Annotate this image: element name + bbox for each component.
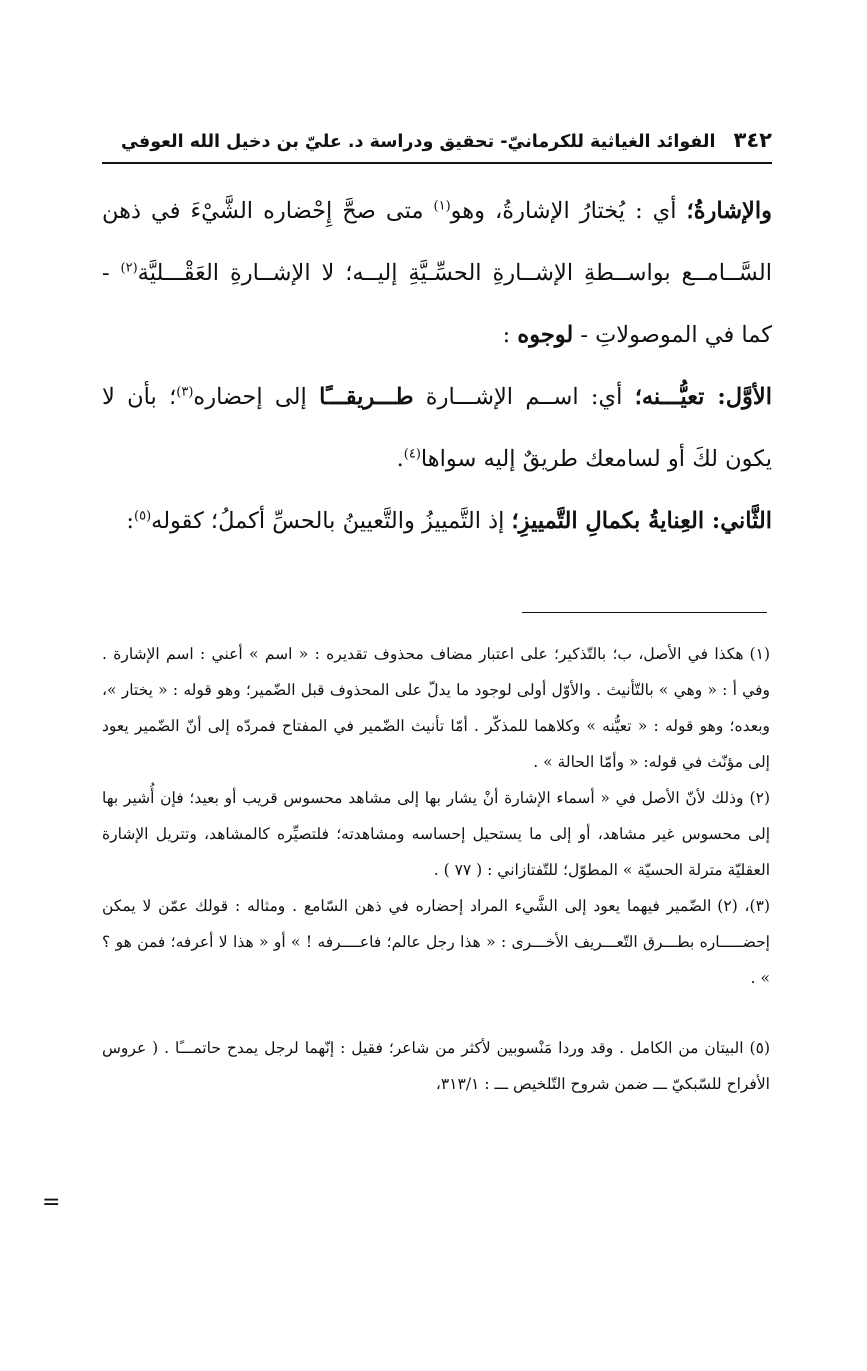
footnote-text: هكذا في الأصل، ب؛ بالتّذكير؛ على اعتبار مضاف محذوف تقديره : « اسم » أعني : اسم الإشارة . وفي أ : « وهي » بالتّأنيث . والأوّل أولى لوجود ما يدلّ على المحذوف قبل الضّمير؛ وهو قوله : « يختار »، وبعده؛ وهو قوله : « تعيُّنه » وكلاهما للمذكّر . أمّا تأنيث الضّمير في المفتاح فمردّه إلى أنّ الضّمير يعود إلى مؤنّث في قوله: « وأمّا الحالة » . xyxy=(102,645,770,771)
bold-term: لوجوه xyxy=(517,322,574,348)
text-span: : xyxy=(502,322,518,348)
footnote-marker: (٢) xyxy=(749,789,770,807)
running-header xyxy=(121,128,772,152)
footnote-ref: ( $^٢$ ) xyxy=(121,261,138,276)
header-rule xyxy=(102,162,772,164)
footnote-marker: (١) xyxy=(749,645,770,663)
footnote xyxy=(102,636,770,780)
footnote-ref: ( $^١$ ) xyxy=(434,199,451,214)
footnote-separator xyxy=(522,612,767,613)
footnote-marker: (٥) xyxy=(749,1039,770,1057)
continuation-mark: = xyxy=(42,1190,61,1215)
text-span: . xyxy=(396,446,404,472)
bold-term: الثَّاني: xyxy=(711,508,772,534)
text-span: - كما في الموصولاتِ - xyxy=(102,260,772,348)
bold-term: والإشارةُ؛ xyxy=(686,198,773,224)
main-text xyxy=(102,180,772,552)
footnote xyxy=(102,1030,770,1102)
paragraph xyxy=(102,366,772,490)
footnotes xyxy=(102,636,770,1102)
footnote xyxy=(102,888,770,996)
running-title: الفوائد الغياثية للكرمانيّ- تحقيق ودراسة د. عليّ بن دخيل الله العوفي xyxy=(121,132,716,152)
text-span: إذ التَّمييزُ والتَّعيينُ بالحسِّ أكملُ؛ كقوله xyxy=(151,508,512,534)
text-span: : xyxy=(126,508,134,534)
page-number: ٣٤٢ xyxy=(733,128,772,152)
footnote-text: وذلك لأنّ الأصل في « أسماء الإشارة أنْ يشار بها إلى مشاهد محسوس قريب أو بعيد؛ فإن أُشير بها إلى محسوس غير مشاهد، أو إلى ما يستحيل إحساسه ومشاهدته؛ فلتصيِّره كالمشاهد، وتتريل الإشارة العقليّة مترلة الحسيّة » المطوّل؛ للتّفتازاني : ( ٧٧ ) . xyxy=(102,789,770,879)
footnote-ref: ( $^٥$ ) xyxy=(134,509,151,524)
bold-term: طـــريقـــًا xyxy=(319,384,414,410)
footnote-text: البيتان من الكامل . وقد وردا مَنْسوبين لأكثر من شاعر؛ فقيل : إنّهما لرجل يمدح حاتمـــًا . ( عروس الأفراح للسّبكيّ ـــ ضمن شروح التّلخيص ـــ : ٣١٣/١، xyxy=(102,1039,770,1093)
text-span: متى صحَّ إِحْضاره الشَّيْءَ في ذهن السَّــامــع بواســطةِ الإشــارةِ الحسِّـيَّةِ إليــه؛ لا الإشــارةِ العَقْـــليَّة xyxy=(102,198,772,286)
footnote-ref: ( $^٤$ ) xyxy=(404,447,421,462)
text-span: أي : يُختارُ الإشارةُ، وهو xyxy=(450,198,687,224)
text-span: إلى إحضاره xyxy=(193,384,320,410)
bold-term: العِنايةُ بكمالِ التَّمييزِ؛ xyxy=(511,508,712,534)
footnote-ref: ( $^٣$ ) xyxy=(176,385,193,400)
bold-term: الأوَّل: تعيُّـــنه؛ xyxy=(634,384,772,410)
footnote-text: الضّمير فيهما يعود إلى الشَّيء المراد إحضاره في ذهن السّامع . ومثاله : قولك عمّن لا يمكن إحضـــــاره بطـــرق التّعـــريف الأخـــرى : « هذا رجل عالم؛ فاعــــرفه ! » أو « هذا لا أعرفه؛ فمن هو ؟ » . xyxy=(102,897,770,987)
paragraph xyxy=(102,490,772,552)
footnote-marker: (٣)، (٢) xyxy=(717,897,771,915)
text-span: ؛ بأن لا يكون لكَ أو لسامعك طريقٌ إليه سواها xyxy=(102,384,772,472)
paragraph xyxy=(102,180,772,366)
text-span: أي: اســم الإشـــارة xyxy=(413,384,635,410)
footnote xyxy=(102,780,770,888)
